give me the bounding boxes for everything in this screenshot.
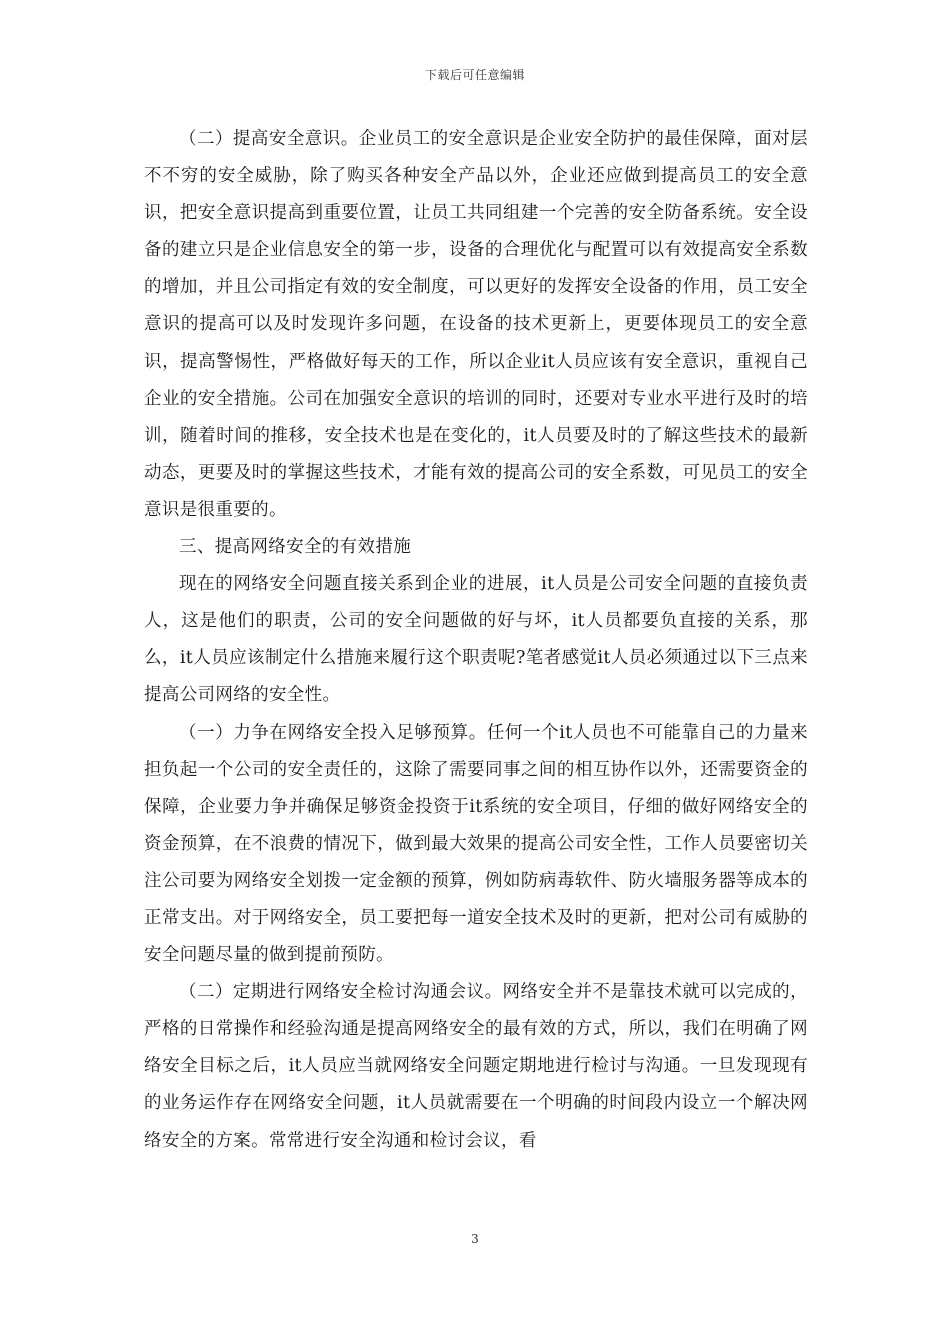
paragraph-review-meetings: （二）定期进行网络安全检讨沟通会议。网络安全并不是靠技术就可以完成的，严格的日常操作和经验沟通是提高网络安全的最有效的方式，所以，我们在明确了网络安全目标之后，it人员应当就网络安全问题定期地进行检讨与沟通。一旦发现现有的业务运作存在网络安全问题，it人员就需要在一个明确的时间段内设立一个解决网络安全的方案。常常进行安全沟通和检讨会议，看 (144, 982, 808, 1151)
page-header: 下载后可任意编辑 (424, 68, 525, 82)
section-heading-network-measures: 三、提高网络安全的有效措施 (179, 537, 412, 558)
document-body (144, 121, 808, 1160)
paragraph-safety-awareness: （二）提高安全意识。企业员工的安全意识是企业安全防护的最佳保障，面对层不不穷的安全威胁，除了购买各种安全产品以外，企业还应做到提高员工的安全意识，把安全意识提高到重要位置，让员工共同组建一个完善的安全防备系统。安全设备的建立只是企业信息安全的第一步，设备的合理优化与配置可以有效提高安全系数的增加，并且公司指定有效的安全制度，可以更好的发挥安全设备的作用，员工安全意识的提高可以及时发现许多问题，在设备的技术更新上，更要体现员工的安全意识，提高警惕性，严格做好每天的工作，所以企业it人员应该有安全意识，重视自己企业的安全措施。公司在加强安全意识的培训的同时，还要对专业水平进行及时的培训，随着时间的推移，安全技术也是在变化的，it人员要及时的了解这些技术的最新动态，更要及时的掌握这些技术，才能有效的提高公司的安全系数，可见员工的安全意识是很重要的。 (144, 129, 808, 520)
paragraph-network-intro: 现在的网络安全问题直接关系到企业的进展，it人员是公司安全问题的直接负责人，这是他们的职责，公司的安全问题做的好与坏，it人员都要负直接的关系，那么，it人员应该制定什么措施来履行这个职责呢?笔者感觉it人员必须通过以下三点来提高公司网络的安全性。 (144, 574, 808, 706)
paragraph-budget: （一）力争在网络安全投入足够预算。任何一个it人员也不可能靠自己的力量来担负起一个公司的安全责任的，这除了需要同事之间的相互协作以外，还需要资金的保障，企业要力争并确保足够资金投资于it系统的安全项目，仔细的做好网络安全的资金预算，在不浪费的情况下，做到最大效果的提高公司安全性，工作人员要密切关注公司要为网络安全划拨一定金额的预算，例如防病毒软件、防火墙服务器等成本的正常支出。对于网络安全，员工要把每一道安全技术及时的更新，把对公司有威胁的安全问题尽量的做到提前预防。 (144, 722, 808, 966)
page-number: 3 (471, 1232, 479, 1246)
